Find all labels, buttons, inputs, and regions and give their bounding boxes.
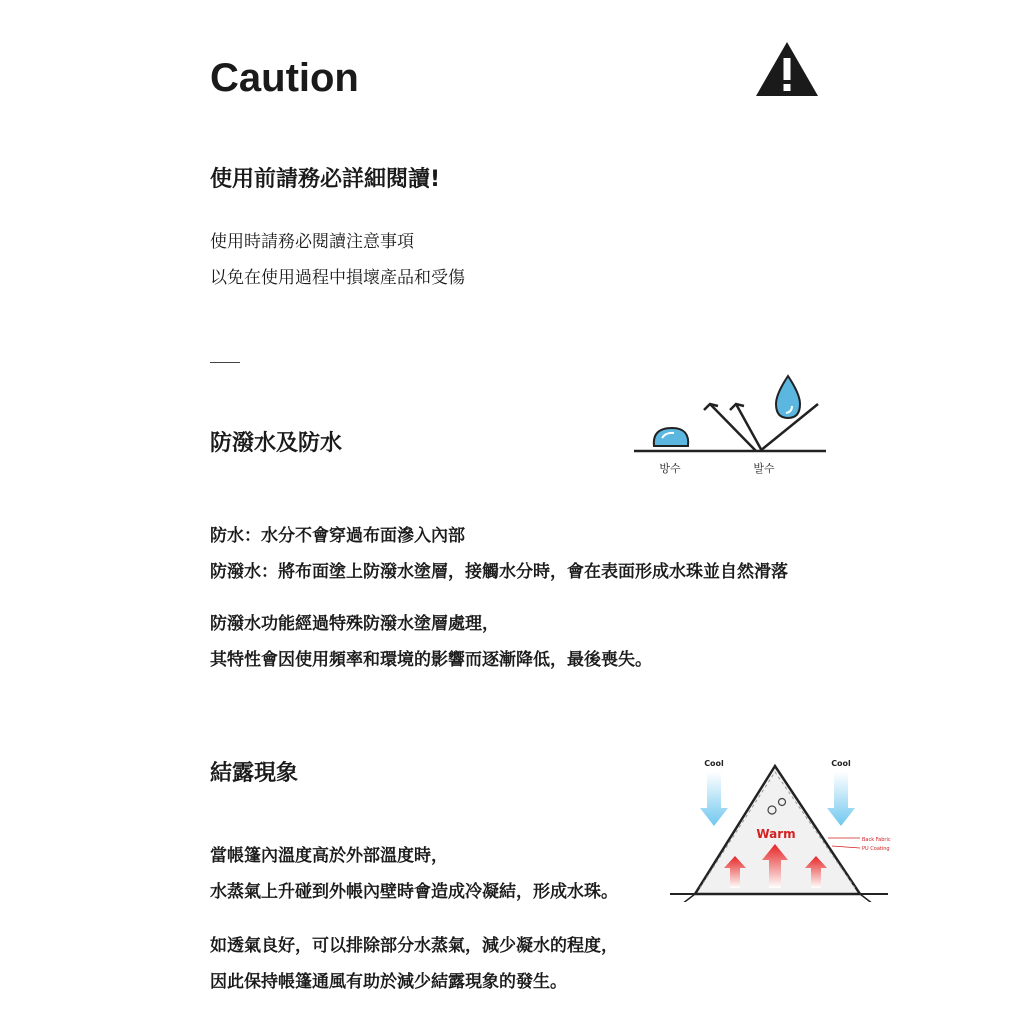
intro-line: 以免在使用過程中損壞產品和受傷 [210,268,465,288]
definition-line: 防水：水分不會穿過布面滲入內部 [210,526,465,546]
section-divider [210,362,240,363]
condensation-para2 [210,928,618,1000]
water-heading: 防潑水及防水 [210,431,343,456]
para-line: 水蒸氣上升碰到外帳內壁時會造成冷凝結，形成水珠。 [210,882,618,902]
intro-text [210,224,465,296]
cool-arrow-icon [700,772,728,826]
condensation-para1 [210,838,618,910]
cool-arrow-icon [827,772,855,826]
intro-heading: 使用前請務必詳細閱讀! [210,167,441,192]
para-line: 因此保持帳篷通風有助於減少結露現象的發生。 [210,972,567,992]
intro-line: 使用時請務必閱讀注意事項 [210,232,414,252]
note-line: 防潑水功能經過特殊防潑水塗層處理， [210,614,499,634]
para-line: 如透氣良好，可以排除部分水蒸氣，減少凝水的程度， [210,936,618,956]
label-cool-left: Cool [704,759,724,768]
label-pu-coating: PU Coating [862,846,890,852]
repellent-notes [210,606,652,678]
warning-triangle-icon [754,40,820,98]
definitions [210,518,788,590]
label-water-repellent: 발수 [753,462,775,475]
para-line: 當帳篷內溫度高於外部溫度時， [210,846,448,866]
label-cool-right: Cool [831,759,851,768]
label-waterproof: 방수 [659,462,681,475]
water-bead-icon [654,428,688,446]
condensation-diagram [660,752,910,902]
label-back-fabric: Back Fabric [862,837,891,843]
condensation-heading: 結露現象 [210,761,299,786]
note-line: 其特性會因使用頻率和環境的影響而逐漸降低，最後喪失。 [210,650,652,670]
page-title: Caution [210,56,359,100]
definition-line: 防潑水：將布面塗上防潑水塗層，接觸水分時，會在表面形成水珠並自然滑落 [210,562,788,582]
water-repellent-diagram [630,372,830,482]
label-warm: Warm [756,827,796,841]
